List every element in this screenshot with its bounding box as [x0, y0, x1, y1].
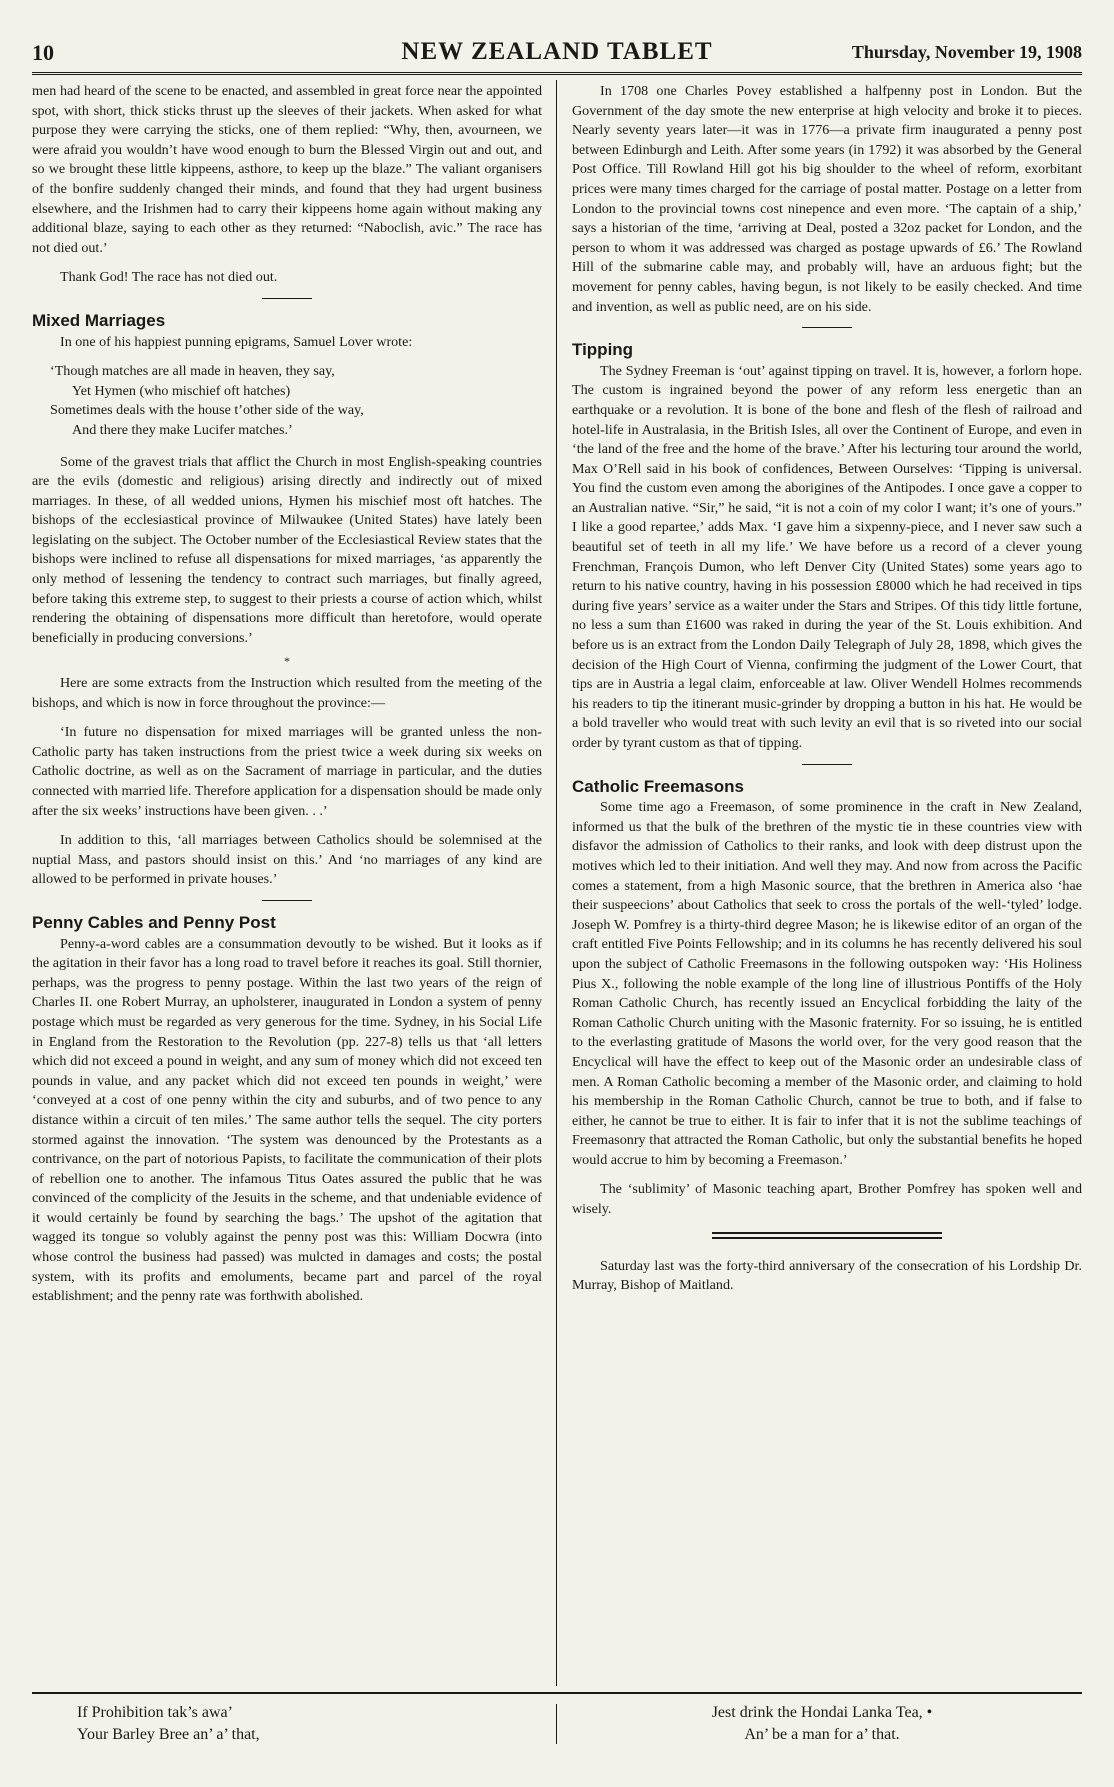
footer-line: If Prohibition tak’s awa’ [77, 1704, 233, 1721]
verse-line: Yet Hymen (who mischief oft hatches) [72, 382, 291, 399]
epigram-verse [50, 362, 542, 440]
mixed-marriages-intro: In one of his happiest punning epigrams, Samuel Lover wrote: [60, 333, 413, 350]
mixed-marriages-paragraph: In addition to this, ‘all marriages between Catholics should be solemnised at the nuptial Mass, and pastors should insist on this.’ And ‘no marriages of any kind are allowed to be performed in private houses.’ [32, 832, 542, 888]
intro-paragraph: men had heard of the scene to be enacted, and assembled in great force near the appointed spot, with short, thick sticks thrust up the sleeves of their jackets. When asked for what purpose they were carrying the sticks, one of them replied: “Why, then, avourneen, we were afraid you wouldn’t have wood enough to burn the Blessed Virgin out and out, and so we brought these little kippeens, asthore, to keep up the blaze.” The valiant organisers of the bonfire suddenly changed their minds, and found that they had urgent business elsewhere, and the Irishmen had to carry their kippeens home again without making any additional blaze, saying to each other as they returned: “Naboclish, avic.” The race has not died out.’ [32, 83, 542, 256]
heading-penny-cables: Penny Cables and Penny Post [32, 912, 276, 932]
section-rule [262, 298, 312, 299]
section-star: * [284, 654, 290, 669]
mixed-marriages-quote: ‘In future no dispensation for mixed marriages will be granted unless the non-Catholic party has taken instructions from the priest twice a week during six weeks on Catholic doctrine, as well as on the Sacrament of marriage in particular, and the duties connected with married life. Therefore application for a dispensation should be made only after the six weeks’ instructions have been given. . .’ [32, 724, 542, 819]
penny-post-continued: In 1708 one Charles Povey established a halfpenny post in London. But the Government of the day smote the new enterprise at high velocity and broke it to pieces. Nearly seventy years later—it was in 1776—a private firm inaugurated a penny post between Edinburgh and Leith. After some years (in 1792) it was absorbed by the General Post Office. Till Rowland Hill got his big shoulder to the wheel of reform, exorbitant prices were many times charged for the carriage of postal matter. Postage on a letter from London to the provincial towns cost ninepence and even more. ‘The captain of a ship,’ says a historian of the time, ‘arriving at Deal, posted a 32oz packet for London, and the person to whom it was addressed was charged as postage upwards of £6.’ The Rowland Hill of the submarine cable may, and probably will, have an arduous fight; but the movement for penny cables, having begun, is not likely to be easily checked. And time and invention, as well as public need, are on his side. [572, 83, 1082, 315]
footer-divider [556, 1704, 557, 1744]
verse-line: And there they make Lucifer matches.’ [72, 421, 293, 438]
tipping-paragraph: The Sydney Freeman is ‘out’ against tipping on travel. It is, however, a forlorn hope. The custom is ingrained beyond the power of any reform less energetic than an earthquake or a revolution. It is bone of the bone and flesh of the flesh of railroad and hotel-life in Australasia, in the British Isles, all over the Continent of Europe, and even in ‘the land of the free and the home of the brave.’ After his lecturing tour around the world, Max O’Rell said in his book of confidences, Between Ourselves: ‘Tipping is universal. You find the custom even among the aborigines of the Antipodes. I once gave a copper to an Australian native. “Sir,” he said, “it is not a coin of my color I want; it’s one of yours.” I like a good repartee,’ adds Max. ‘I gave him a sixpenny-piece, and I never saw such a beautiful set of teeth in all my life.’ We have before us a record of a clever young Frenchman, François Dumon, who left Denver City (United States) some years ago to return to his native country, having in his possession £8000 which he had received in tips during five years’ service as a waiter under the Stars and Stripes. Of this tidy little fortune, no less a sum than £1600 was raked in during the year of the St. Louis exhibition. And before us is an extract from the London Daily Telegraph of July 28, 1898, which gives the decision of the High Court of Vienna, confirming the judgment of the Lower Court, that tips are in Austria a legal claim, enforceable at law. Oliver Wendell Holmes recommends his readers to tip the itinerant music-grinder by dropping a button in his hat. He would be a bold traveller who would treat with such levity an evil that is so riveted into our social order by tyrant custom as that of tipping. [572, 362, 1082, 751]
double-rule [712, 1232, 942, 1239]
verse-line: Sometimes deals with the house t’other side of the way, [50, 402, 364, 419]
page-header [32, 40, 1082, 75]
column-divider [556, 80, 557, 1686]
issue-date: Thursday, November 19, 1908 [851, 42, 1082, 62]
footer-right-verse [612, 1702, 1032, 1746]
section-rule [802, 327, 852, 328]
right-column [572, 82, 1082, 1684]
masthead-title: NEW ZEALAND TABLET [401, 38, 713, 65]
heading-mixed-marriages: Mixed Marriages [32, 310, 166, 330]
footer-left-verse [77, 1702, 497, 1746]
footer-line: An’ be a man for a’ that. [744, 1726, 900, 1743]
footer-line [612, 1702, 1032, 1724]
intro-closing: Thank God! The race has not died out. [60, 269, 278, 286]
freemasons-paragraph: Some time ago a Freemason, of some prominence in the craft in New Zealand, informed us that the bulk of the brethren of the mystic tie in these countries view with disfavor the admission of Catholics to their ranks, and look with deep distrust upon the motives which led to their initiation. And well they may. And now from across the Pacific comes a statement, from a high Masonic source, that the brethren in America also ‘hae their suspeecions’ about Catholics that seek to cross the portals of the well-‘tyled’ lodge. Joseph W. Pomfrey is a thirty-third degree Mason; he is likewise editor of an organ of the craft entitled Five Points Fellowship; and in its columns he has recently delivered his soul upon the subject of Catholic Freemasons in the following outspoken way: ‘His Holiness Pius X., following the noble example of the long line of illustrious Pontiffs of the Holy Roman Catholic Church, has recently issued an Encyclical forbidding the laity of the Roman Catholic Church uniting with the Masonic fraternity. For so issuing, he is entitled to the everlasting gratitude of Masons the world over, for the very good reason that the Encyclical will have the effect to keep out of the Masonic order an undesirable class of men. A Roman Catholic becoming a member of the Masonic order, and claiming to hold his membership in the Roman Catholic Church, cannot be true to both, and if false to either, he cannot be true to either. It is fair to infer that it is not the sublime teachings of Freemasonry that attracted the Roman Catholic, but only the substantial benefits he hoped would accrue to him by becoming a Freemason.’ [572, 799, 1082, 1168]
verse-line: ‘Though matches are all made in heaven, they say, [50, 363, 335, 380]
section-rule [262, 900, 312, 901]
heading-tipping: Tipping [572, 340, 634, 360]
mixed-marriages-paragraph: Some of the gravest trials that afflict the Church in most English-speaking countries are the evils (domestic and religious) arising directly and indirectly out of mixed marriages. In these, of all wedded unions, Hymen his mischief most oft hatches. The bishops of the ecclesiastical province of Milwaukee (United States) have lately been legislating on the subject. The October number of the Ecclesiastical Review states that the bishops were inclined to refuse all dispensations for mixed marriages, ‘as apparently the only method of lessening the tendency to contract such marriages, but finally agreed, before taking this extreme step, to suggest to their priests a course of action which, whilst rendering the obtaining of dispensations more difficult than heretofore, would operate beneficially in producing conversions.’ [32, 453, 542, 646]
freemasons-paragraph: The ‘sublimity’ of Masonic teaching apart, Brother Pomfrey has spoken well and wisely. [572, 1181, 1082, 1218]
page-footer [32, 1692, 1082, 1754]
penny-cables-paragraph: Penny-a-word cables are a consummation devoutly to be wished. But it looks as if the agitation in their favor has a long road to travel before it reaches its goal. Still thornier, perhaps, was the progress to penny postage. Within the last two years of the reign of Charles II. one Robert Murray, an upholsterer, inaugurated in London a system of penny postage which must be regarded as very generous for the time. Sydney, in his Social Life in England from the Restoration to the Revolution (pp. 227-8) tells us that ‘all letters which did not exceed a pound in weight, and any sum of money which did not exceed ten pounds in value, and any packet which did not exceed ten pounds in weight,’ were ‘conveyed at a cost of one penny within the city and suburbs, and of two pence to any distance within a circuit of ten miles.’ The same author tells the sequel. The city porters stormed against the innovation. ‘The system was denounced by the Protestants as a contrivance, on the part of notorious Papists, to facilitate the communication of their plots of rebellion one to another. The infamous Titus Oates assured the public that he was convinced of the complicity of the Jesuits in the scheme, and that undeniable evidence of it would certainly be found by searching the bags.’ The upshot of the agitation that wagged its tongue so volubly against the penny post was this: William Docwra (into whose control the business had passed) was mulcted in damages and costs; the postal system, with its profits and emoluments, became part and parcel of the royal establishment; and the penny rate was forthwith abolished. [32, 935, 542, 1305]
bullet-mark: • [926, 1704, 933, 1721]
left-column [32, 82, 542, 1684]
anniversary-note: Saturday last was the forty-third anniversary of the consecration of his Lordship Dr. Murray, Bishop of Maitland. [572, 1257, 1082, 1294]
heading-catholic-freemasons: Catholic Freemasons [572, 776, 744, 796]
page-number: 10 [32, 40, 54, 65]
section-rule [802, 764, 852, 765]
footer-line: Your Barley Bree an’ a’ that, [77, 1726, 260, 1743]
mixed-marriages-paragraph: Here are some extracts from the Instruction which resulted from the meeting of the bishops, and which is now in force throughout the province:— [32, 675, 542, 711]
footer-line-text: Jest drink the Hondai Lanka Tea, [711, 1704, 923, 1721]
